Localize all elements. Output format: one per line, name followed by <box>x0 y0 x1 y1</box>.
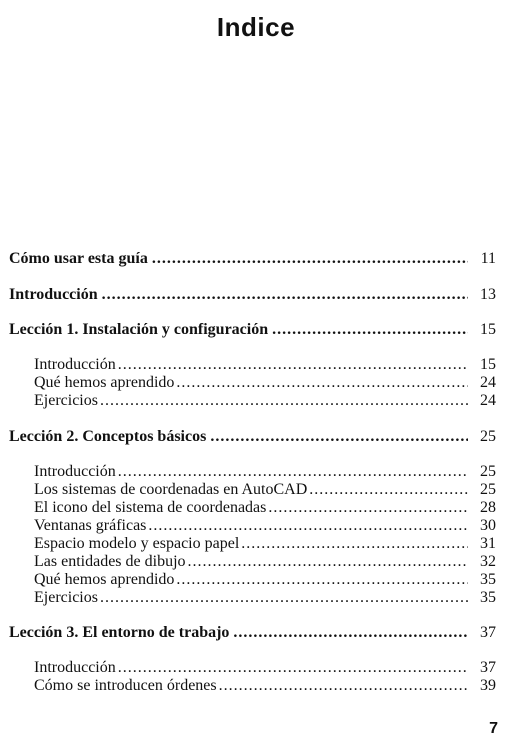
dot-leader <box>241 535 468 553</box>
toc-entry <box>34 481 496 499</box>
toc-entry-label: Lección 2. Conceptos básicos <box>9 428 207 445</box>
toc-entry <box>9 250 496 268</box>
toc-entry-page: 24 <box>480 392 496 409</box>
dot-leader <box>210 428 468 446</box>
toc-entry-page: 37 <box>480 624 496 641</box>
toc-entry-label: Cómo usar esta guía <box>9 250 148 267</box>
dot-leader <box>176 374 468 392</box>
toc-entry <box>34 659 496 677</box>
toc-entry <box>34 535 496 553</box>
toc-entry-page: 32 <box>480 553 496 570</box>
dot-leader <box>219 677 468 695</box>
toc-entry <box>34 553 496 571</box>
toc-entry-label: Qué hemos aprendido <box>34 374 175 391</box>
dot-leader <box>118 463 468 481</box>
page-title: Indice <box>216 12 296 42</box>
toc-entry-label: Cómo se introducen órdenes <box>34 677 217 694</box>
toc-entry-label: Introducción <box>34 356 116 373</box>
toc-entry-label: Espacio modelo y espacio papel <box>34 535 240 552</box>
toc-entry-label: Lección 1. Instalación y configuración <box>9 321 269 338</box>
toc-entry-page: 35 <box>480 571 496 588</box>
toc-entry-label: Qué hemos aprendido <box>34 571 175 588</box>
toc-entry-page: 37 <box>480 659 496 676</box>
toc-entry <box>34 499 496 517</box>
dot-leader <box>272 321 468 339</box>
toc-entry-page: 25 <box>480 428 496 445</box>
dot-leader <box>148 517 468 535</box>
toc-entry-page: 13 <box>480 286 496 303</box>
toc-entry <box>34 571 496 589</box>
dot-leader <box>118 659 468 677</box>
dot-leader <box>152 250 468 268</box>
toc-entry-label: Introducción <box>34 463 116 480</box>
toc-entry <box>9 428 496 446</box>
toc-entry-label: Ejercicios <box>34 392 98 409</box>
toc-entry <box>9 286 496 304</box>
dot-leader <box>100 589 468 607</box>
toc-entry <box>34 517 496 535</box>
toc-entry-label: Introducción <box>34 659 116 676</box>
dot-leader <box>309 481 468 499</box>
toc-entry <box>34 374 496 392</box>
toc-entry <box>34 589 496 607</box>
toc-entry-page: 25 <box>480 481 496 498</box>
toc-entry-label: Ventanas gráficas <box>34 517 147 534</box>
toc-entry-page: 28 <box>480 499 496 516</box>
dot-leader <box>176 571 468 589</box>
toc-entry-page: 25 <box>480 463 496 480</box>
toc-entry-page: 15 <box>480 356 496 373</box>
toc-entry <box>34 677 496 695</box>
dot-leader <box>268 499 468 517</box>
dot-leader <box>188 553 468 571</box>
toc-entry <box>9 321 496 339</box>
toc-entry-page: 24 <box>480 374 496 391</box>
page-number: 7 <box>489 720 498 737</box>
toc-entry-page: 15 <box>480 321 496 338</box>
toc-entry-label: Introducción <box>9 286 98 303</box>
toc-entry-label: Las entidades de dibujo <box>34 553 186 570</box>
toc-entry-page: 31 <box>480 535 496 552</box>
toc-entry <box>34 392 496 410</box>
toc-entry-page: 30 <box>480 517 496 534</box>
toc-entry-label: Los sistemas de coordenadas en AutoCAD <box>34 481 308 498</box>
dot-leader <box>118 356 468 374</box>
toc-entry-page: 39 <box>480 677 496 694</box>
dot-leader <box>100 392 468 410</box>
toc-entry-page: 35 <box>480 589 496 606</box>
toc-entry <box>34 463 496 481</box>
dot-leader <box>233 624 468 642</box>
dot-leader <box>102 286 468 304</box>
toc-entry-label: El icono del sistema de coordenadas <box>34 499 267 516</box>
toc-entry-label: Lección 3. El entorno de trabajo <box>9 624 230 641</box>
toc-entry <box>9 624 496 642</box>
toc-entry <box>34 356 496 374</box>
toc-entry-page: 11 <box>480 250 496 267</box>
toc-entry-label: Ejercicios <box>34 589 98 606</box>
